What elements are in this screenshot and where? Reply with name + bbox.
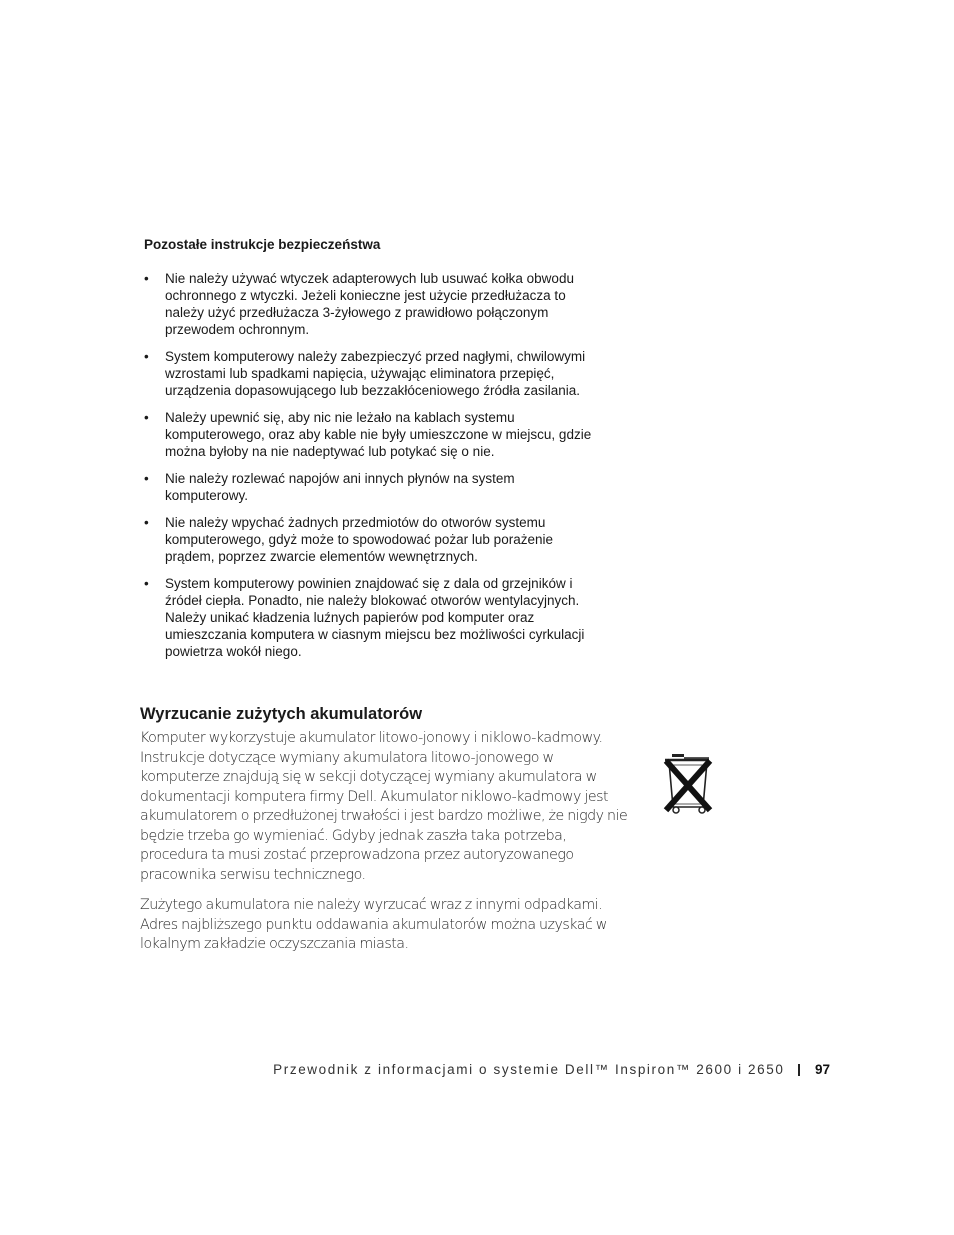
- bullet-marker: •: [144, 349, 149, 364]
- bullet-marker: •: [144, 410, 149, 425]
- crossed-out-wheelie-bin-icon: [662, 752, 714, 814]
- list-item-text: Należy upewnić się, aby nic nie leżało na kablach systemu komputerowego, oraz aby kable nie były umieszczone w miejscu, gdzie można byłoby na nie nadeptywać lub potykać się o nie.: [165, 410, 592, 459]
- list-item-text: System komputerowy powinien znajdować się z dala od grzejników i źródeł ciepła. Ponadto, nie należy blokować otworów wentylacyjnych. Należy unikać kładzenia luźnych papierów pod komputer oraz umieszczania komputera w ciasnym miejscu bez możliwości cyrkulacji powietrza wokół niego.: [165, 576, 585, 659]
- bullet-marker: •: [144, 471, 149, 486]
- safety-heading: Pozostałe instrukcje bezpieczeństwa: [144, 237, 381, 252]
- page-number: 97: [814, 1062, 830, 1077]
- safety-list: [144, 270, 594, 670]
- footer-divider: [798, 1064, 800, 1076]
- list-item-text: Nie należy rozlewać napojów ani innych płynów na system komputerowy.: [165, 471, 515, 503]
- battery-paragraph-1: Komputer wykorzystuje akumulator litowo-jonowy i niklowo-kadmowy. Instrukcje dotyczące wymiany akumulatora litowo-jonowego w komputerze znajdują się w sekcji dotyczącej wymiany akumulatora w dokumentacji komputera firmy Dell. Akumulator niklowo-kadmowy jest akumulatorem o przedłużonej trwałości i jest bardzo możliwe, że nigdy nie będzie trzeba go wymieniać. Gdyby jednak zaszła taka potrzeba, procedura ta musi zostać przeprowadzona przez autoryzowanego pracownika serwisu technicznego.: [140, 730, 628, 883]
- bullet-marker: •: [144, 271, 149, 286]
- list-item-text: System komputerowy należy zabezpieczyć przed nagłymi, chwilowymi wzrostami lub spadkami napięcia, używając eliminatora przepięć, urządzenia dopasowującego lub bezzakłóceniowego źródła zasilania.: [165, 349, 586, 398]
- list-item: [144, 270, 594, 338]
- list-item: [144, 514, 594, 565]
- list-item: [144, 575, 594, 660]
- list-item: [144, 470, 594, 504]
- page-footer: [273, 1061, 830, 1079]
- battery-heading: Wyrzucanie zużytych akumulatorów: [140, 705, 423, 723]
- bullet-marker: •: [144, 576, 149, 591]
- battery-paragraph-2: Zużytego akumulatora nie należy wyrzucać wraz z innymi odpadkami. Adres najbliższego punktu oddawania akumulatorów można uzyskać w lokalnym zakładzie oczyszczania miasta.: [140, 897, 607, 952]
- bullet-marker: •: [144, 515, 149, 530]
- list-item-text: Nie należy używać wtyczek adapterowych lub usuwać kołka obwodu ochronnego z wtyczki. Jeżeli konieczne jest użycie przedłużacza to należy użyć przedłużacza 3-żyłowego z prawidłowo połączonym przewodem ochronnym.: [165, 271, 574, 337]
- footer-guide-title: Przewodnik z informacjami o systemie Dell™ Inspiron™ 2600 i 2650: [273, 1062, 785, 1077]
- list-item-text: Nie należy wpychać żadnych przedmiotów do otworów systemu komputerowego, gdyż może to spowodować pożar lub porażenie prądem, poprzez zwarcie elementów wewnętrznych.: [165, 515, 553, 564]
- list-item: [144, 409, 594, 460]
- list-item: [144, 348, 594, 399]
